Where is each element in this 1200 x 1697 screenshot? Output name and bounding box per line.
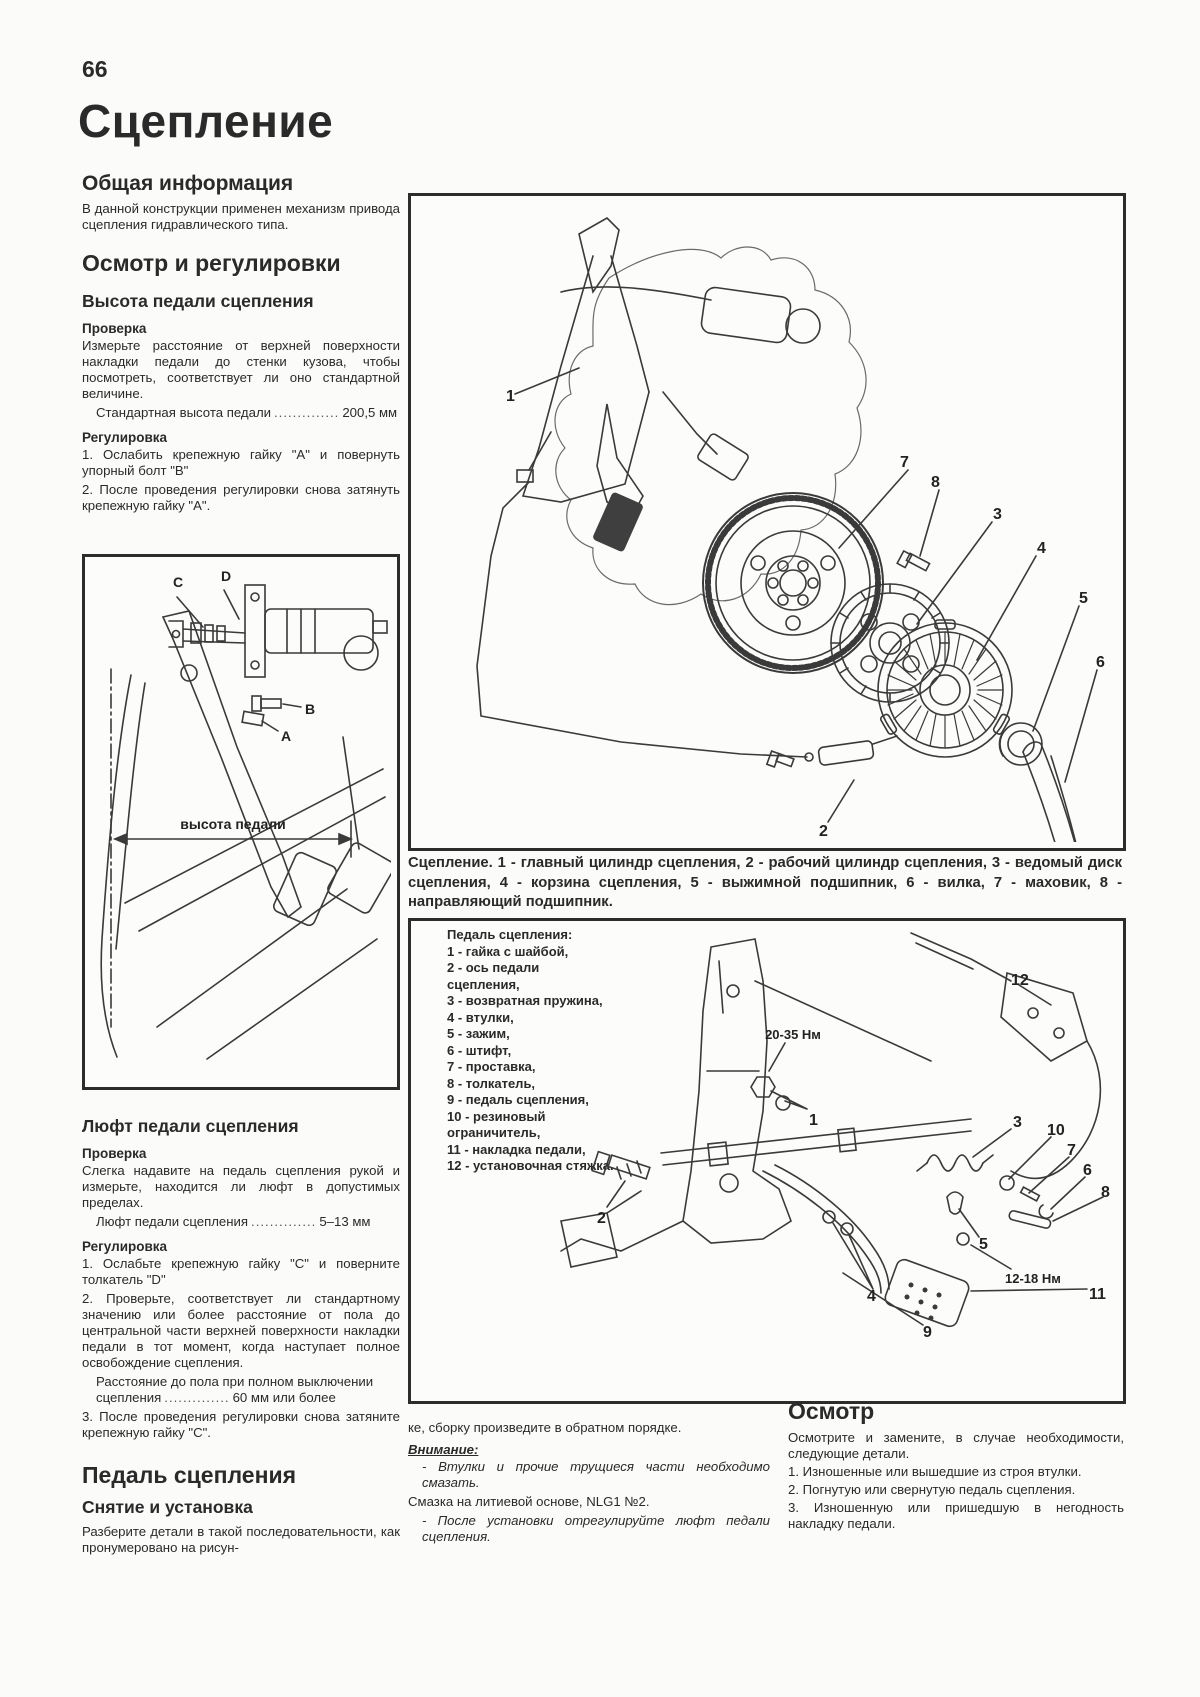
clutch-assembly-figure [408, 193, 1126, 851]
fig2-callout-8: 8 [1101, 1184, 1110, 1201]
spec-value: 60 мм или более [232, 1389, 336, 1405]
dotted-leader [271, 405, 342, 420]
pedal-height-step-1: 1. Ослабить крепежную гайку "А" и повернуть упорный болт "В" [82, 446, 400, 478]
fig1-callout-6: 6 [1096, 654, 1105, 671]
flywheel-drawing [703, 493, 883, 673]
small-parts-drawing [1000, 1176, 1053, 1229]
pressure-plate-drawing [878, 620, 1012, 757]
fig2-callout-2: 2 [597, 1210, 606, 1227]
heading-inspection-adjustments: Осмотр и регулировки [82, 250, 341, 277]
part-item-7: 7 - проставка, [447, 1059, 536, 1074]
fig2-callout-7: 7 [1067, 1142, 1076, 1159]
pedal-arm-drawing [163, 611, 391, 927]
spec-pedal-play [82, 1214, 400, 1230]
clutch-pedal-figure [408, 918, 1126, 1404]
heading-general-info: Общая информация [82, 172, 294, 195]
fig2-callout-6: 6 [1083, 1162, 1092, 1179]
fig2-torque-nut: 20-35 Нм [765, 1027, 821, 1042]
fig1-callout-1: 1 [506, 388, 515, 405]
spec-label: Стандартная высота педали [96, 404, 272, 420]
fig2-torque-pivot: 12-18 Нм [1005, 1271, 1061, 1286]
part-item-2: 2 - ось педали сцепления, [447, 960, 540, 992]
grease-spec: Смазка на литиевой основе, NLG1 №2. [408, 1494, 650, 1509]
inspection-column [788, 1398, 1124, 1534]
left-column [82, 172, 400, 1558]
fig1-callout-4: 4 [1037, 540, 1046, 557]
label-d: D [221, 567, 232, 584]
fig2-callout-10: 10 [1047, 1122, 1065, 1139]
clutch-figure-caption: Сцепление. 1 - главный цилиндр сцепления, 2 - рабочий цилиндр сцепления, 3 - ведомый диск сцепления, 4 - корзина сцепления, 5 - выжимной подшипник, 6 - вилка, 7 - маховик, 8 - направляющий подшипник. [408, 855, 1122, 911]
dotted-leader [248, 1214, 319, 1229]
attention-note-2: - После установки отрегулируйте люфт педали сцепления. [422, 1513, 770, 1544]
heading-removal-install: Снятие и установка [82, 1497, 253, 1518]
release-bearing-drawing [999, 723, 1042, 765]
label-check: Проверка [82, 320, 147, 336]
general-info-text: В данной конструкции применен механизм привода сцепления гидравлического типа. [82, 201, 400, 233]
part-item-12: 12 - установочная стяжка. [447, 1158, 614, 1173]
slave-cylinder-drawing [767, 736, 897, 767]
part-item-11: 11 - накладка педали, [447, 1141, 586, 1157]
inspection-item-3: 3. Изношенную или пришедшую в негодность накладку педали. [788, 1500, 1124, 1532]
pedal-height-figure [82, 554, 400, 1090]
fig1-callout-7: 7 [900, 454, 909, 471]
heading-inspection: Осмотр [788, 1398, 875, 1424]
spec-label: Люфт педали сцепления [96, 1213, 249, 1229]
heading-clutch-pedal: Педаль сцепления [82, 1461, 297, 1488]
pivot-bolt-drawing [957, 1233, 969, 1245]
heading-pedal-play: Люфт педали сцепления [82, 1115, 299, 1136]
attention-note-1: - Втулки и прочие трущиеся части необходимо смазать. [422, 1459, 770, 1490]
fig2-callout-1: 1 [809, 1112, 818, 1129]
fig2-callout-5: 5 [979, 1236, 988, 1253]
fig2-callout-3: 3 [1013, 1114, 1022, 1131]
master-cylinder-drawing [245, 585, 387, 677]
pedal-height-dimension-label: высота педали [180, 815, 286, 832]
pedal-play-step-3: 3. После проведения регулировки снова затяните крепежную гайку "С". [82, 1408, 400, 1440]
guide-bearing-drawing [897, 551, 929, 571]
attention-label: Внимание: [408, 1442, 479, 1457]
label-leader-lines [177, 590, 301, 731]
mount-bolt-drawing [561, 1152, 683, 1267]
spec-floor-distance [82, 1374, 400, 1406]
fig2-callout-9: 9 [923, 1324, 932, 1341]
clutch-pedal-drawing [411, 921, 1117, 1395]
part-item-6: 6 - штифт, [447, 1042, 512, 1058]
part-item-1: 1 - гайка с шайбой, [447, 943, 569, 959]
parts-list-title: Педаль сцепления: [447, 927, 573, 942]
inspection-item-2: 2. Погнутую или свернутую педаль сцепления. [788, 1482, 1076, 1498]
part-item-10: 10 - резиновый ограничитель, [447, 1108, 546, 1140]
fork-drawing [1023, 742, 1087, 842]
continuation-text: ке, сборку произведите в обратном порядке. [408, 1420, 682, 1435]
label-c: C [173, 573, 184, 590]
spec-value: 5–13 мм [319, 1213, 371, 1229]
spec-label: Расстояние до пола при полном выключении сцепления [96, 1373, 374, 1405]
page-title: Сцепление [78, 95, 334, 147]
pedal-shaft-drawing [661, 981, 971, 1166]
spec-value: 200,5 мм [342, 404, 398, 420]
fig1-callout-5: 5 [1079, 590, 1088, 607]
part-item-3: 3 - возвратная пружина, [447, 993, 603, 1008]
label-a: A [281, 727, 292, 744]
part-item-5: 5 - зажим, [447, 1026, 510, 1041]
spec-pedal-height [82, 405, 400, 421]
pedal-height-drawing [85, 557, 391, 1081]
inspection-intro: Осмотрите и замените, в случае необходимости, следующие детали. [788, 1430, 1124, 1462]
page-number: 66 [82, 56, 108, 82]
label-adjust-2: Регулировка [82, 1238, 168, 1254]
fig1-callout-8: 8 [931, 474, 940, 491]
part-item-4: 4 - втулки, [447, 1009, 514, 1025]
pedal-play-check-text: Слегка надавите на педаль сцепления рукой и измерьте, находится ли люфт в допустимых пределах. [82, 1162, 400, 1210]
pedal-bracket-drawing [683, 939, 791, 1243]
continuation-column [408, 1420, 770, 1547]
fig1-callout-2: 2 [819, 823, 828, 840]
dotted-leader [161, 1390, 232, 1405]
label-adjust: Регулировка [82, 429, 168, 445]
floor-lines [101, 675, 385, 1059]
fig2-callout-12: 12 [1011, 972, 1029, 989]
fig1-callout-3: 3 [993, 506, 1002, 523]
label-check-2: Проверка [82, 1145, 147, 1161]
pedal-play-step-1: 1. Ослабьте крепежную гайку "С" и поверните толкатель "D" [82, 1255, 400, 1287]
label-b: B [305, 700, 316, 717]
nut-washer-drawing [751, 1077, 790, 1110]
heading-pedal-height: Высота педали сцепления [82, 290, 314, 311]
return-spring-drawing [917, 1155, 993, 1171]
removal-install-text: Разберите детали в такой последовательности, как пронумеровано на рисун- [82, 1524, 400, 1556]
part-item-9: 9 - педаль сцепления, [447, 1092, 589, 1107]
pedal-height-step-2: 2. После проведения регулировки снова затянуть крепежную гайку "А". [82, 481, 400, 513]
pedal-height-check-text: Измерьте расстояние от верхней поверхности накладки педали до стенки кузова, чтобы посмотреть, соответствует ли оно стандартной величине. [82, 337, 400, 401]
clutch-assembly-drawing [411, 196, 1117, 842]
pushrod-drawing [169, 621, 245, 647]
part-item-8: 8 - толкатель, [447, 1075, 536, 1091]
fig2-callout-4: 4 [867, 1288, 876, 1305]
pedal-play-step-2: 2. Проверьте, соответствует ли стандартному значению или более расстояние от пола до центральной части верхней поверхности накладки педали в тот момент, когда наступает полное освобождение сцепления. [82, 1290, 400, 1370]
fig2-callout-11: 11 [1089, 1286, 1106, 1303]
inspection-item-1: 1. Изношенные или вышедшие из строя втулки. [788, 1464, 1082, 1480]
